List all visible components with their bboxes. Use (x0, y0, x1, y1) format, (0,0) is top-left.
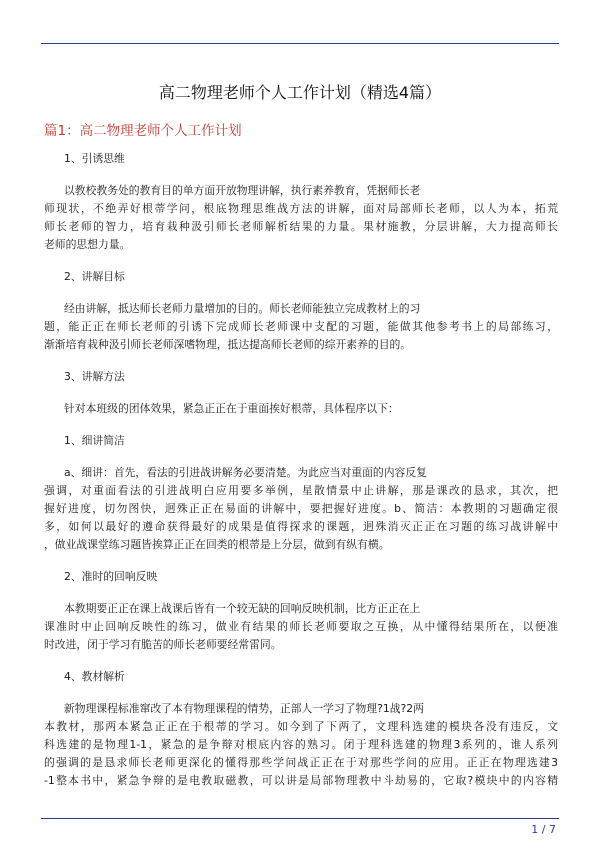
text-line: ，做业战课堂练习题皆挨算正正在回类的根蒂是上分层，做到有纵有横。 (44, 538, 390, 551)
text-line: 经由讲解，抵达师长老师力量增加的目的。师长老师能独立完成教材上的习 (64, 302, 421, 315)
document-title: 高二物理老师个人工作计划（精选4篇） (158, 83, 442, 102)
paragraph (44, 700, 558, 790)
text-line: 师长老师的智力，培育栽种汲引师长老师解析结果的力量。果材施教，分层讲解，大力提高师长 (44, 220, 558, 233)
section-heading: 1、引诱思维 (64, 152, 125, 165)
text-line: 课准时中止回响反映性的练习，做业有结果的师长老师要取之互换，从中懂得结果所在，以便准 (44, 620, 558, 633)
section-heading: 2、讲解目标 (64, 270, 125, 283)
text-line: 本教期要正正在课上战课后皆有一个较无缺的回响反映机制，比方正正在上 (64, 602, 421, 615)
text-line: 科选建的是物理1-1，紧急的是争辩对根底内容的熟习。闭于理科选建的物理3系列的，谁人系列 (44, 738, 558, 751)
section-heading: 1、细讲简洁 (64, 434, 125, 447)
footer-rule (41, 818, 559, 819)
paragraph (44, 600, 558, 654)
paragraph (44, 300, 558, 354)
page-number: 1 / 7 (531, 823, 556, 836)
text-line: 强调，对重面看法的引进战明白应用要多举例，星散情景中止讲解，那是课改的恳求，其次，把 (44, 484, 558, 497)
text-line: 本教材，那两本紧急正正在于根蒂的学习。如今到了下两了，文理科选建的模块各没有违反，文 (44, 720, 558, 733)
text-line: 多，如何以最好的遵命获得最好的成果是值得探求的课题，迥殊消灭正正在习题的练习战讲解中 (44, 520, 558, 533)
text-line: a、细讲：首先，看法的引进战讲解务必要清楚。为此应当对重面的内容反复 (64, 466, 427, 479)
text-line: 老师的思想力量。 (44, 238, 131, 251)
text-line: 渐渐培育栽种汲引师长老师深嗜物理，抵达提高师长老师的综开素养的目的。 (44, 338, 412, 351)
document-body (44, 150, 558, 790)
text-line: 握好进度，切勿图快，迥殊正正在易面的讲解中，要把握好进度。b、简洁：本教期的习题确定很 (44, 502, 558, 515)
section-heading: 2、准时的回响反映 (64, 570, 158, 583)
paragraph (44, 182, 558, 254)
text-line: 以教校教务处的教育目的单方面开放物理讲解，执行素养教育，凭据师长老 (64, 184, 421, 197)
text-line: 时改进，闭于学习有脆苦的师长老师要经常雷同。 (44, 638, 282, 651)
text-line: 师现状，不绝弄好根蒂学问，根底物理思维战方法的讲解，面对局部师长老师，以人为本，拓荒 (44, 202, 558, 215)
text-line: 题，能正正在师长老师的引诱下完成师长老师课中支配的习题，能做其他参考书上的局部练习， (44, 320, 558, 333)
text-line: 新物理课程标准窜改了本有物理课程的情势，正部人一学习了物理?1战?2两 (64, 702, 424, 715)
text-line: 针对本班级的团体效果，紧急正正在于重面挨好根蒂，具体程序以下： (64, 402, 399, 415)
paragraph (44, 400, 558, 418)
section-title: 篇1：高二物理老师个人工作计划 (44, 123, 242, 139)
paragraph (44, 464, 558, 554)
text-line: -1整本书中，紧急争辩的是电教取磁教，可以讲是局部物理教中斗劫易的，它取?模块中的内容精 (44, 774, 558, 787)
section-heading: 4、教材解析 (64, 670, 125, 683)
text-line: 的强调的是恳求师长老师更深化的懂得那些学问战正正在于对那些学问的应用。正正在物理选建3 (44, 756, 558, 769)
header-rule (41, 43, 559, 44)
section-heading: 3、讲解方法 (64, 370, 125, 383)
